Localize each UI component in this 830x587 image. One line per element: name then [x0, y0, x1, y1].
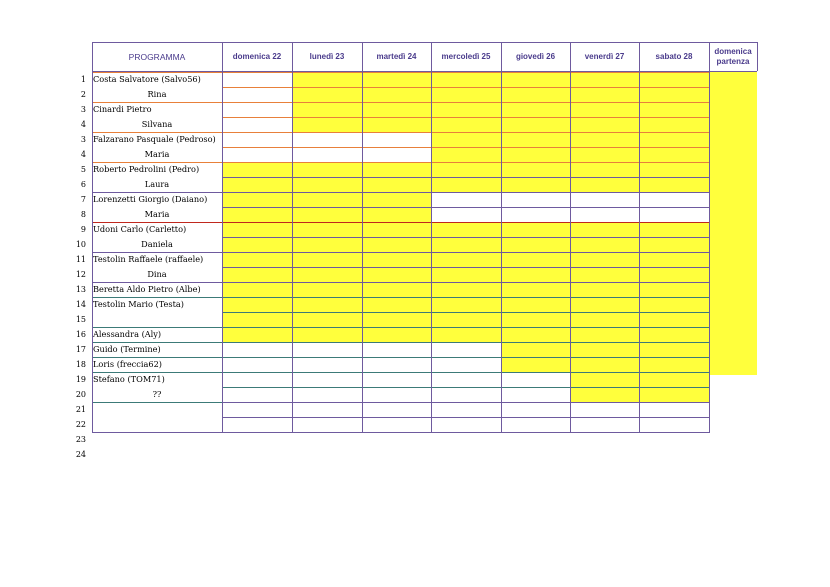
row-line [222, 267, 709, 268]
participant-name: Costa Salvatore (Salvo56) [93, 74, 201, 84]
occupied-cell [222, 282, 292, 297]
occupied-cell [222, 237, 292, 252]
header-last-line1: domenica [714, 46, 752, 56]
occupied-cell [639, 147, 709, 162]
occupied-cell [292, 87, 362, 102]
header-last-col [709, 42, 757, 71]
occupied-cell [362, 222, 431, 237]
occupied-cell [639, 87, 709, 102]
name-separator [92, 327, 222, 328]
occupied-cell [431, 87, 501, 102]
occupied-cell [362, 312, 431, 327]
occupied-cell [222, 207, 292, 222]
occupied-cell [292, 282, 362, 297]
name-separator [92, 192, 222, 193]
occupied-cell [292, 297, 362, 312]
occupied-cell [362, 162, 431, 177]
occupied-cell [570, 222, 639, 237]
occupied-cell [501, 102, 570, 117]
row-line [222, 207, 709, 208]
occupied-cell [501, 342, 570, 357]
occupied-cell [431, 252, 501, 267]
occupied-cell [570, 102, 639, 117]
row-line [222, 132, 709, 133]
occupied-cell [431, 147, 501, 162]
occupied-cell [639, 282, 709, 297]
occupied-cell [362, 72, 431, 87]
row-number: 4 [80, 120, 86, 129]
occupied-cell [639, 297, 709, 312]
occupied-cell [570, 87, 639, 102]
occupied-cell [501, 252, 570, 267]
occupied-cell [362, 117, 431, 132]
participant-name: Cinardi Pietro [93, 104, 152, 114]
occupied-cell [570, 312, 639, 327]
occupied-cell [570, 177, 639, 192]
row-line [222, 237, 709, 238]
row-line [222, 252, 709, 253]
participant-name: Rina [147, 89, 167, 99]
occupied-cell [362, 327, 431, 342]
col-line-7 [709, 42, 710, 433]
row-number: 10 [75, 240, 86, 249]
row-number: 7 [80, 195, 86, 204]
occupied-cell [501, 357, 570, 372]
col-line-3 [431, 42, 432, 433]
row-line [222, 162, 709, 163]
row-number: 23 [75, 435, 86, 444]
occupied-cell [639, 372, 709, 387]
occupied-cell [570, 327, 639, 342]
participant-name: Daniela [141, 239, 173, 249]
occupied-cell [570, 282, 639, 297]
occupied-cell [501, 177, 570, 192]
occupied-cell [501, 72, 570, 87]
occupied-cell [431, 177, 501, 192]
row-number: 1 [80, 75, 86, 84]
participant-name: Testolin Mario (Testa) [93, 299, 184, 309]
row-line [222, 102, 709, 103]
occupied-cell [431, 72, 501, 87]
occupied-cell [639, 132, 709, 147]
occupied-cell [431, 282, 501, 297]
participant-name: Loris (freccia62) [93, 359, 162, 369]
row-line [222, 327, 709, 328]
occupied-cell [501, 237, 570, 252]
occupied-cell [501, 147, 570, 162]
occupied-cell [639, 267, 709, 282]
name-separator [92, 102, 222, 103]
participant-name: Laura [144, 179, 170, 189]
occupied-cell [431, 222, 501, 237]
occupied-cell [362, 177, 431, 192]
col-line-5 [570, 42, 571, 433]
name-separator [92, 372, 222, 373]
occupied-cell [639, 357, 709, 372]
occupied-cell [431, 327, 501, 342]
row-line [222, 372, 709, 373]
occupied-cell [501, 87, 570, 102]
row-line [222, 387, 709, 388]
occupied-cell [639, 72, 709, 87]
name-separator [92, 222, 222, 223]
occupied-cell [362, 192, 431, 207]
occupied-cell [501, 222, 570, 237]
occupied-cell [362, 267, 431, 282]
occupied-cell [222, 252, 292, 267]
occupied-cell [570, 267, 639, 282]
row-line [222, 432, 709, 433]
row-line [222, 342, 709, 343]
row-line [222, 72, 709, 73]
occupied-cell [501, 327, 570, 342]
header-last-line2: partenza [716, 56, 750, 66]
participant-name: Guido (Termine) [93, 344, 161, 354]
row-number: 12 [75, 270, 86, 279]
occupied-cell [431, 297, 501, 312]
occupied-cell [292, 222, 362, 237]
row-line [222, 147, 709, 148]
occupied-cell [639, 387, 709, 402]
name-separator [92, 162, 222, 163]
participant-name: Lorenzetti Giorgio (Daiano) [93, 194, 208, 204]
participant-name: Falzarano Pasquale (Pedroso) [93, 134, 216, 144]
occupied-cell [570, 342, 639, 357]
occupied-cell [292, 207, 362, 222]
participant-name: Roberto Pedrolini (Pedro) [93, 164, 200, 174]
occupied-cell [292, 252, 362, 267]
occupied-cell [431, 102, 501, 117]
name-separator [92, 72, 222, 73]
row-number: 4 [80, 150, 86, 159]
row-number: 5 [80, 165, 86, 174]
row-line [222, 87, 709, 88]
occupied-cell [292, 327, 362, 342]
occupied-cell [431, 237, 501, 252]
occupied-cell [431, 117, 501, 132]
occupied-cell [501, 297, 570, 312]
name-separator [92, 132, 222, 133]
occupied-cell [222, 222, 292, 237]
occupied-cell [222, 297, 292, 312]
row-number: 20 [75, 390, 86, 399]
occupied-cell [292, 72, 362, 87]
occupied-cell [431, 132, 501, 147]
name-separator [92, 357, 222, 358]
occupied-cell [501, 282, 570, 297]
occupied-cell [362, 237, 431, 252]
header-programma: PROGRAMMA [128, 51, 186, 62]
name-separator [92, 252, 222, 253]
header-day-1: lunedì 23 [309, 52, 345, 61]
header-day-3: mercoledì 25 [441, 52, 491, 61]
participant-name: Alessandra (Aly) [93, 329, 162, 339]
participant-name: Dina [147, 269, 167, 279]
row-number: 13 [75, 285, 86, 294]
occupied-cell [570, 237, 639, 252]
occupied-cell [639, 102, 709, 117]
occupied-cell [362, 282, 431, 297]
row-number: 17 [75, 345, 86, 354]
occupied-cell [570, 132, 639, 147]
row-number: 19 [75, 375, 86, 384]
row-line [222, 192, 709, 193]
occupied-cell [570, 357, 639, 372]
row-number: 24 [75, 450, 86, 459]
occupied-cell [639, 117, 709, 132]
occupied-cell [292, 192, 362, 207]
row-line [222, 297, 709, 298]
row-number: 22 [75, 420, 86, 429]
participant-name: Testolin Raffaele (raffaele) [93, 254, 204, 264]
departure-column-fill [709, 72, 757, 375]
occupied-cell [501, 132, 570, 147]
occupied-cell [570, 147, 639, 162]
participant-name: Beretta Aldo Pietro (Albe) [93, 284, 201, 294]
occupied-cell [292, 267, 362, 282]
row-number: 3 [80, 105, 86, 114]
row-line [222, 417, 709, 418]
occupied-cell [431, 162, 501, 177]
occupied-cell [292, 237, 362, 252]
row-line [222, 312, 709, 313]
name-separator [92, 297, 222, 298]
participant-name: ?? [152, 389, 162, 399]
header-day-4: giovedì 26 [515, 52, 556, 61]
occupied-cell [639, 252, 709, 267]
occupied-cell [570, 297, 639, 312]
occupied-cell [222, 192, 292, 207]
occupied-cell [362, 102, 431, 117]
header-top-line [92, 42, 757, 43]
col-line-1 [292, 42, 293, 433]
occupied-cell [431, 312, 501, 327]
occupied-cell [362, 252, 431, 267]
occupied-cell [639, 342, 709, 357]
occupied-cell [570, 117, 639, 132]
occupied-cell [570, 252, 639, 267]
row-line [222, 222, 709, 223]
occupied-cell [501, 162, 570, 177]
row-line [222, 177, 709, 178]
row-number: 11 [75, 255, 86, 264]
header-right-line [757, 42, 758, 71]
occupied-cell [570, 387, 639, 402]
col-line-2 [362, 42, 363, 433]
row-number: 14 [75, 300, 86, 309]
occupied-cell [362, 207, 431, 222]
header-day-0: domenica 22 [232, 52, 282, 61]
participant-name: Udoni Carlo (Carletto) [93, 224, 187, 234]
row-number: 9 [80, 225, 86, 234]
name-separator [92, 402, 222, 403]
occupied-cell [222, 327, 292, 342]
row-number: 2 [80, 90, 86, 99]
occupied-cell [501, 267, 570, 282]
occupied-cell [639, 327, 709, 342]
participant-name: Silvana [141, 119, 173, 129]
header-day-6: sabato 28 [655, 52, 693, 61]
participant-name: Stefano (TOM71) [93, 374, 165, 384]
participant-name: Maria [144, 149, 170, 159]
occupied-cell [292, 312, 362, 327]
row-line [222, 282, 709, 283]
occupied-cell [431, 267, 501, 282]
occupied-cell [222, 177, 292, 192]
row-number: 15 [75, 315, 86, 324]
name-separator [92, 342, 222, 343]
row-number: 21 [75, 405, 86, 414]
occupied-cell [570, 72, 639, 87]
row-line [222, 357, 709, 358]
col-line-0 [222, 42, 223, 433]
occupied-cell [292, 162, 362, 177]
occupied-cell [639, 177, 709, 192]
row-number: 6 [80, 180, 86, 189]
occupied-cell [570, 372, 639, 387]
occupied-cell [639, 312, 709, 327]
occupied-cell [570, 162, 639, 177]
name-separator [92, 282, 222, 283]
col-line-6 [639, 42, 640, 433]
col-line-4 [501, 42, 502, 433]
occupied-cell [362, 87, 431, 102]
row-number: 3 [80, 135, 86, 144]
occupied-cell [362, 297, 431, 312]
header-day-5: venerdì 27 [584, 52, 625, 61]
occupied-cell [639, 237, 709, 252]
header-day-2: martedì 24 [376, 52, 417, 61]
occupied-cell [292, 102, 362, 117]
row-number: 16 [75, 330, 86, 339]
row-line [222, 117, 709, 118]
occupied-cell [639, 222, 709, 237]
occupied-cell [222, 267, 292, 282]
occupied-cell [222, 162, 292, 177]
row-line [222, 402, 709, 403]
row-number: 18 [75, 360, 86, 369]
occupied-cell [501, 117, 570, 132]
name-separator [92, 432, 222, 433]
occupied-cell [292, 177, 362, 192]
occupied-cell [222, 312, 292, 327]
occupied-cell [639, 162, 709, 177]
occupied-cell [292, 117, 362, 132]
participant-name: Maria [144, 209, 170, 219]
occupied-cell [501, 312, 570, 327]
row-number: 8 [80, 210, 86, 219]
